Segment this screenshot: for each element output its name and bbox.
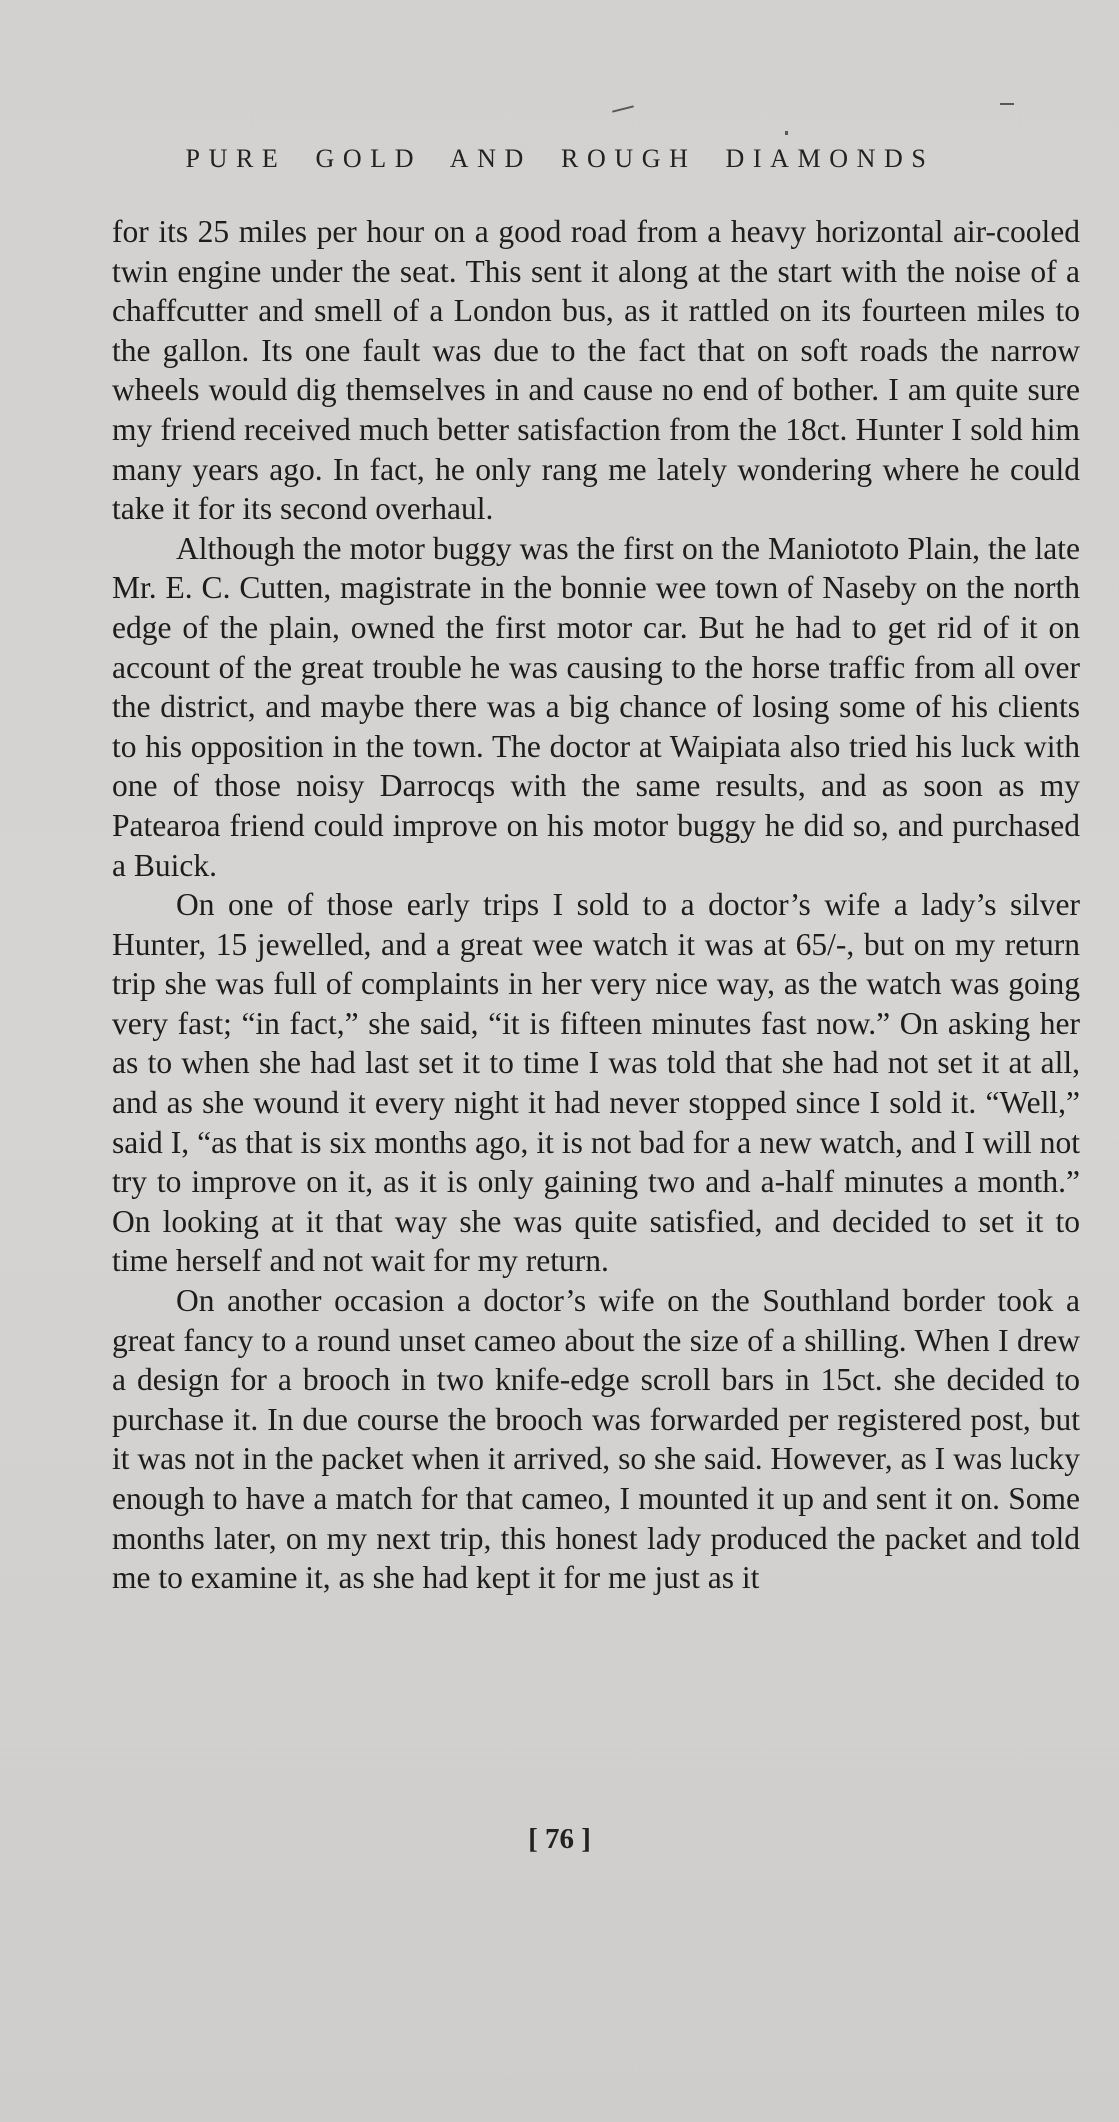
paragraph: for its 25 miles per hour on a good road from a heavy horizontal air-cooled twin engine under the seat. This sent it along at the start with the noise of a chaffcutter and smell of a London bus, as it rattled on its fourteen miles to the gallon. Its one fault was due to the fact that on soft roads the narrow wheels would dig themselves in and cause no end of bother. I am quite sure my friend received much better satisfaction from the 18ct. Hunter I sold him many years ago. In fact, he only rang me lately wondering where he could take it for its second overhaul.: [112, 214, 1080, 527]
smudge-mark: [1000, 103, 1014, 105]
paragraph: On one of those early trips I sold to a doctor’s wife a lady’s silver Hunter, 15 jewelled, and a great wee watch it was at 65/-, but on my return trip she was full of complaints in her very nice way, as the watch was going very fast; “in fact,” she said, “it is fifteen minutes fast now.” On asking her as to when she had last set it to time I was told that she had not set it at all, and as she wound it every night it had never stopped since I sold it. “Well,” said I, “as that is six months ago, it is not bad for a new watch, and I will not try to improve on it, as it is only gaining two and a-half minutes a month.” On looking at it that way she was quite satisfied, and decided to set it to time herself and not wait for my return.: [112, 887, 1080, 1279]
running-header: PURE GOLD AND ROUGH DIAMONDS: [185, 144, 935, 173]
paragraph: Although the motor buggy was the first on the Maniototo Plain, the late Mr. E. C. Cutten, magistrate in the bonnie wee town of Naseby on the north edge of the plain, owned the first motor car. But he had to get rid of it on account of the great trouble he was causing to the horse traffic from all over the district, and maybe there was a big chance of losing some of his clients to his opposition in the town. The doctor at Waipiata also tried his luck with one of those noisy Darrocqs with the same results, and as soon as my Patearoa friend could improve on his motor buggy he did so, and purchased a Buick.: [112, 530, 1080, 883]
smudge-mark: [785, 131, 788, 135]
smudge-mark: [612, 105, 634, 112]
body-text: [112, 212, 1080, 1598]
page-number: [ 76 ]: [528, 1823, 591, 1855]
paragraph: On another occasion a doctor’s wife on the Southland border took a great fancy to a round unset cameo about the size of a shilling. When I drew a design for a brooch in two knife-edge scroll bars in 15ct. she decided to purchase it. In due course the brooch was forwarded per registered post, but it was not in the packet when it arrived, so she said. However, as I was lucky enough to have a match for that cameo, I mounted it up and sent it on. Some months later, on my next trip, this honest lady produced the packet and told me to examine it, as she had kept it for me just as it: [112, 1283, 1080, 1596]
